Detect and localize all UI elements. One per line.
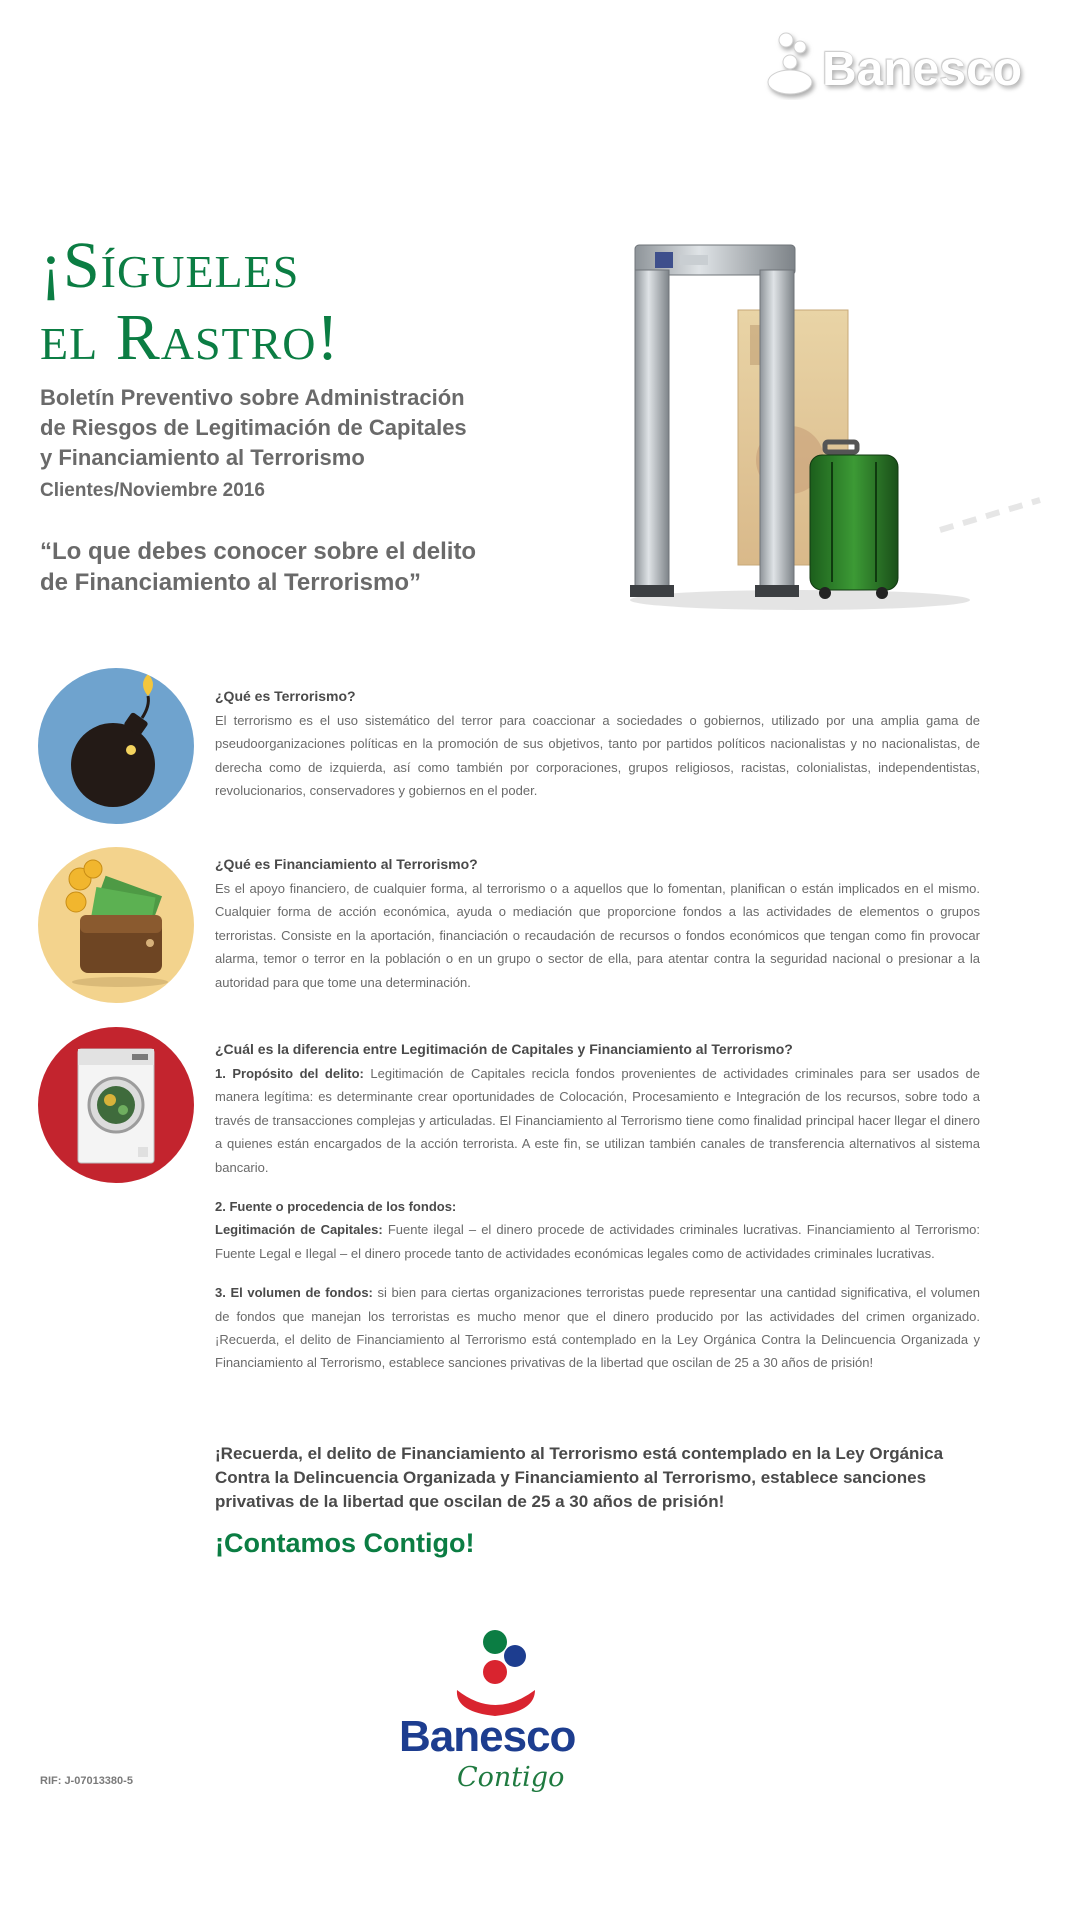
footer-brand: Banesco <box>399 1712 576 1761</box>
legal-reminder: ¡Recuerda, el delito de Financiamiento al Terrorismo está contemplado en la Ley Orgánica Contra la Delincuencia Organizada y Financiamiento al Terrorismo, establece sanciones privativas de la libertad que oscilan de 25 a 30 años de prisión! <box>215 1444 944 1511</box>
volume-text: si bien para ciertas organizaciones terroristas puede representar una cantidad significativa, el volumen de fondos que manejan los terroristas es mucho menor que el dinero producido por las actividades del crimen organizado. ¡Recuerda, el delito de Financiamiento al Terrorismo está contemplado en la Ley Orgánica Contra la Delincuencia Organizada y Financiamiento al Terrorismo, establece sanciones privativas de la libertad que oscilan de 25 a 30 años de prisión! <box>215 1285 980 1371</box>
wallet-icon-circle <box>38 847 194 1003</box>
section-title: ¿Qué es Financiamiento al Terrorismo? <box>215 856 478 872</box>
section-body: Es el apoyo financiero, de cualquier forma, al terrorismo o a aquellos que lo fomentan, planifican o están implicados en el mismo. Cualquier forma de acción económica, ayuda o mediación que proporcione fondos a las actividades de elementos o grupos terroristas. Consiste en la aportación, financiación o recaudación de recursos o fondos económicos que tengan como fin provocar alarma, temor o terror en la población o en un grupo o sector de ella, para atentar contra la seguridad nacional o presionar a la autoridad para que tome una determinación. <box>215 881 980 990</box>
subtitle <box>40 383 560 473</box>
purpose-text: Legitimación de Capitales recicla fondos provenientes de actividades criminales para ser usados de manera legítima: es determinante crear oportunidades de Colocación, Procesamiento e Integración de los recursos, sobre todo a través de transacciones complejas y articuladas. El Financiamiento al Terrorismo tiene como finalidad principal hacer llegar el dinero a quienes están encargados de la acción terrorista. A este fin, se utilizan también canales de transferencia alternativos al sistema bancario. <box>215 1066 980 1175</box>
section-terrorism-financing <box>215 856 980 994</box>
headline <box>40 230 340 374</box>
footer-logo <box>395 1620 615 1800</box>
quote-line-2: de Financiamiento al Terrorismo” <box>40 569 421 596</box>
washing-machine-icon <box>38 1027 194 1183</box>
headline-line-2: el Rastro! <box>40 301 340 374</box>
header-brand: Banesco <box>822 43 1023 96</box>
source-label: Legitimación de Capitales: <box>215 1222 383 1238</box>
difference-purpose <box>215 1062 980 1179</box>
volume-label: 3. El volumen de fondos: <box>215 1285 373 1301</box>
section-title: ¿Cuál es la diferencia entre Legitimación de Capitales y Financiamiento al Terrorismo? <box>215 1041 793 1057</box>
bomb-icon-circle <box>38 668 194 824</box>
section-title: ¿Qué es Terrorismo? <box>215 688 356 704</box>
closing-slogan: ¡Contamos Contigo! <box>215 1528 475 1558</box>
bomb-icon <box>38 668 194 824</box>
purpose-label: 1. Propósito del delito: <box>215 1066 364 1081</box>
subtitle-line-1: Boletín Preventivo sobre Administración <box>40 385 465 410</box>
rif-number: RIF: J-07013380-5 <box>40 1775 133 1787</box>
source-text: Fuente ilegal – el dinero procede de actividades criminales lucrativas. Financiamiento al Terrorismo: Fuente Legal e Ilegal – el dinero procede tanto de actividades económicas legales como de actividades criminales lucrativas. <box>215 1222 980 1261</box>
banesco-symbol-icon <box>760 30 822 100</box>
difference-volume <box>215 1281 980 1375</box>
header-logo <box>760 30 1040 110</box>
subtitle-line-3: y Financiamiento al Terrorismo <box>40 445 365 470</box>
hero-illustration <box>610 230 1050 620</box>
wallet-money-icon <box>38 847 194 1003</box>
source-heading: 2. Fuente o procedencia de los fondos: <box>215 1199 457 1215</box>
section-body: El terrorismo es el uso sistemático del terror para coaccionar a sociedades o gobiernos, utilizado por una amplia gama de pseudoorganizaciones políticas en la promoción de sus objetivos, tanto por partidos políticos nacionalistas y no nacionalistas, de derecha como de izquierda, así como también por corporaciones, grupos religiosos, racistas, colonialistas, independentistas, revolucionarios, conservadores y gobiernos en el poder. <box>215 713 980 799</box>
quote-line-1: “Lo que debes conocer sobre el delito <box>40 538 477 565</box>
edition-date: Clientes/Noviembre 2016 <box>40 480 265 501</box>
section-terrorism <box>215 688 980 803</box>
washing-machine-icon-circle <box>38 1027 194 1183</box>
footer-tagline: Contigo <box>457 1762 565 1793</box>
banesco-symbol-icon <box>395 1620 615 1720</box>
metal-detector-suitcase-icon <box>610 230 1050 620</box>
quote <box>40 536 560 598</box>
headline-line-1: ¡Sígueles <box>40 229 300 302</box>
section-difference <box>215 1041 980 1375</box>
subtitle-line-2: de Riesgos de Legitimación de Capitales <box>40 415 467 440</box>
difference-source <box>215 1195 980 1265</box>
